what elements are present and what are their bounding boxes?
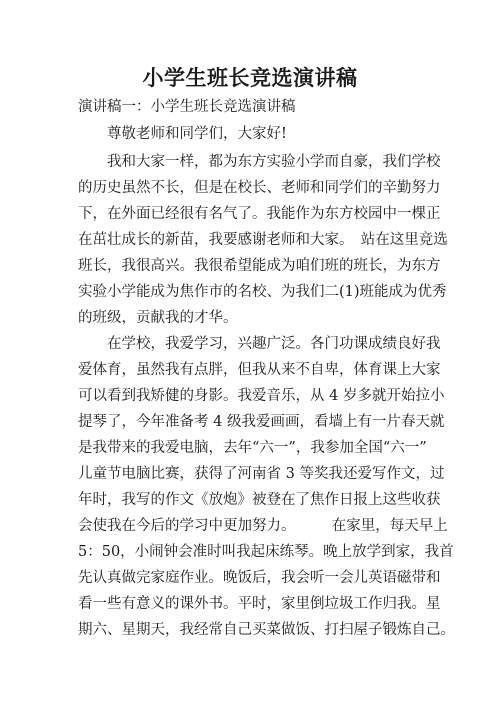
paragraph-line: 实验小学能成为焦作市的名校、为我们二(1)班能成为优秀 — [78, 284, 447, 300]
paragraph-line: 先认真做完家庭作业。晚饭后，我会听一会儿英语磁带和 — [78, 570, 441, 586]
paragraph-line: 的班级，贡献我的才华。 — [78, 310, 238, 326]
paragraph-line: 年时，我写的作文《放炮》被登在了焦作日报上这些收获 — [78, 492, 441, 508]
paragraph-line: 5：50，小闹钟会准时叫我起床练琴。晚上放学到家，我首 — [78, 544, 454, 560]
paragraph-line: 期六、星期天，我经常自己买菜做饭、打扫屋子锻炼自己。 — [78, 622, 455, 638]
paragraph-line: 在茁壮成长的新苗，我要感谢老师和大家。 站在这里竞选 — [78, 232, 448, 248]
document-subtitle: 演讲稿一：小学生班长竞选演讲稿 — [78, 99, 296, 115]
paragraph-line: 在学校，我爱学习，兴趣广泛。各门功课成绩良好我 — [107, 336, 441, 352]
paragraph-line: 是我带来的我爱电脑，去年“六一”，我参加全国“六一” — [78, 440, 427, 456]
document-title: 小学生班长竞选演讲稿 — [142, 65, 358, 90]
paragraph-line: 爱体育，虽然我有点胖，但我从来不自卑，体育课上大家 — [78, 362, 441, 378]
paragraph-line: 下，在外面已经很有名气了。我能作为东方校园中一棵正 — [78, 206, 441, 222]
greeting-line: 尊敬老师和同学们，大家好! — [107, 126, 287, 142]
paragraph-line: 看一些有意义的课外书。平时，家里倒垃圾工作归我。星 — [78, 596, 441, 612]
paragraph-line: 会使我在今后的学习中更加努力。 在家里，每天早上 — [78, 518, 448, 534]
paragraph-line: 我和大家一样，都为东方实验小学而自豪，我们学校 — [107, 154, 441, 170]
paragraph-line: 班长，我很高兴。我很希望能成为咱们班的班长，为东方 — [78, 258, 441, 274]
paragraph-line: 可以看到我矫健的身影。我爱音乐，从 4 岁多就开始拉小 — [78, 388, 445, 404]
paragraph-line: 提琴了，今年准备考 4 级我爱画画，看墙上有一片春天就 — [78, 414, 445, 430]
paragraph-line: 的历史虽然不长，但是在校长、老师和同学们的辛勤努力 — [78, 180, 441, 196]
paragraph-line: 儿童节电脑比赛，获得了河南省 3 等奖我还爱写作文，过 — [78, 466, 445, 482]
